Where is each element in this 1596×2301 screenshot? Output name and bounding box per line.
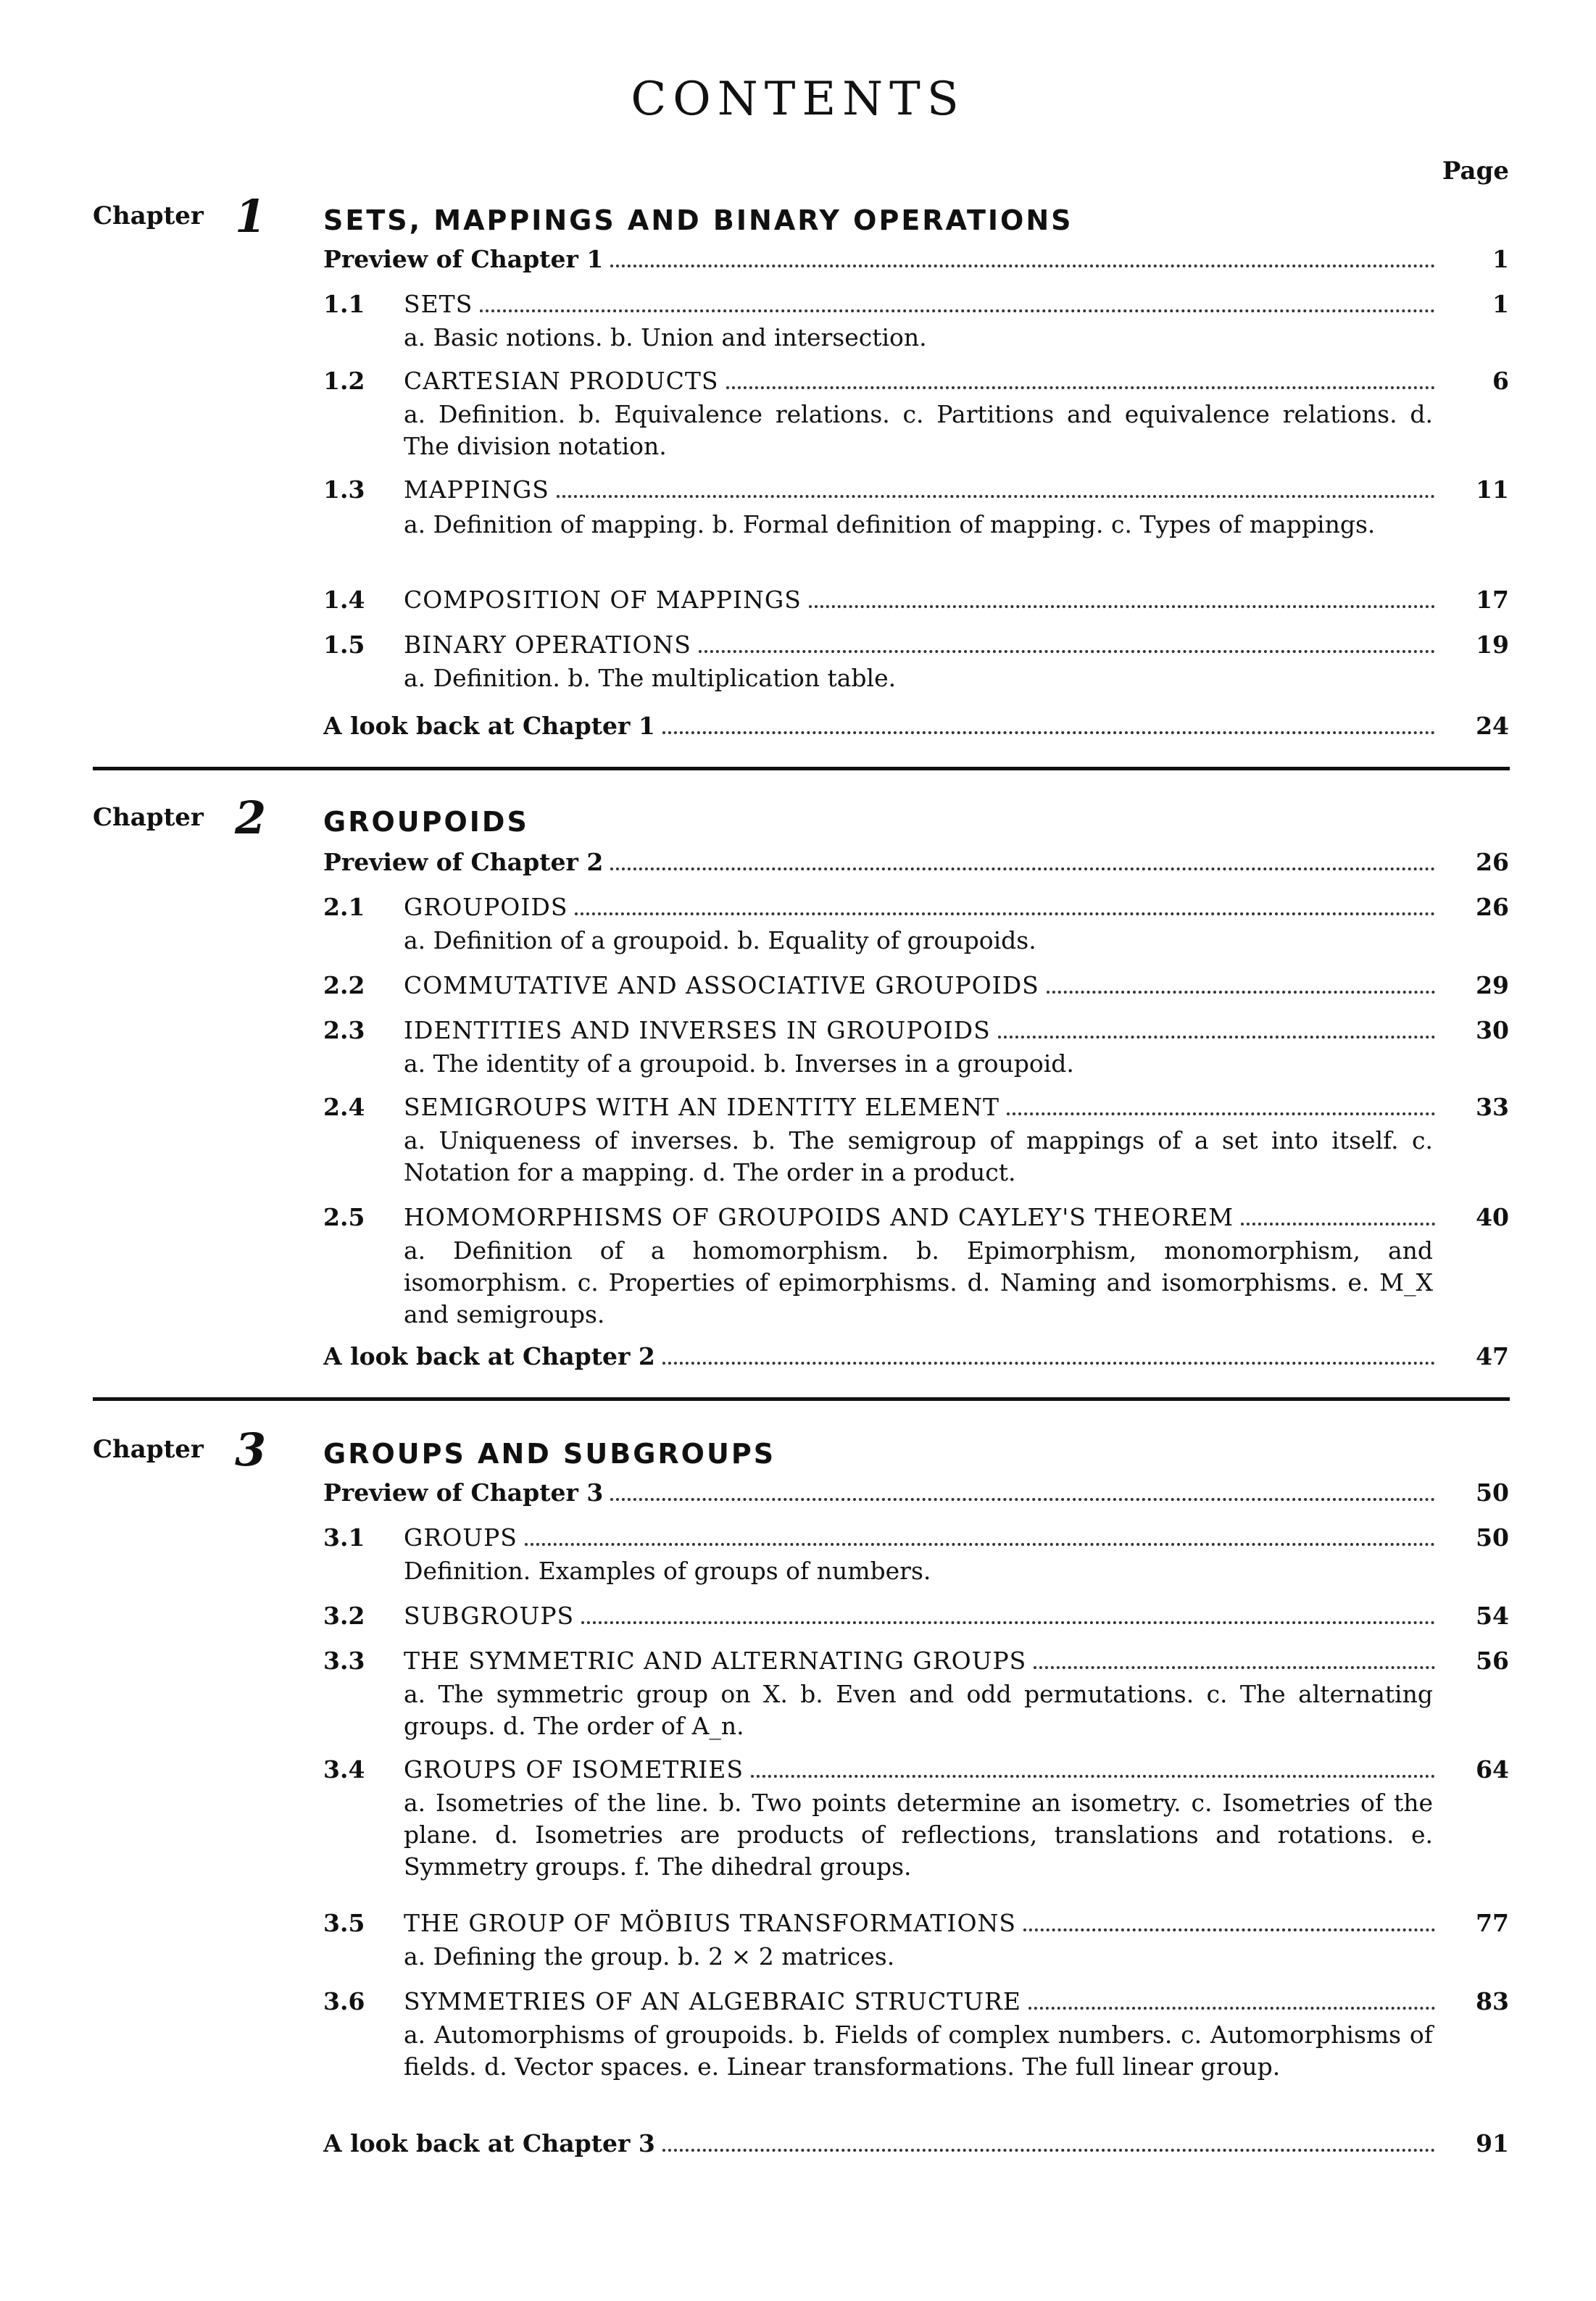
section-number: 3.3 xyxy=(323,1647,365,1675)
entry-label: A look back at Chapter 2 xyxy=(323,1342,655,1370)
chapter-number: 2 xyxy=(235,791,267,844)
section-number: 3.6 xyxy=(323,1987,365,2015)
page-number: 24 xyxy=(1476,712,1509,740)
section-number: 1.2 xyxy=(323,367,365,395)
section-title: THE GROUP OF MÖBIUS TRANSFORMATIONS xyxy=(404,1909,1016,1937)
page-number: 1 xyxy=(1492,245,1509,273)
section-title: HOMOMORPHISMS OF GROUPOIDS AND CAYLEY'S THEOREM xyxy=(404,1203,1234,1231)
section-title: SEMIGROUPS WITH AN IDENTITY ELEMENT xyxy=(404,1093,999,1121)
section-title: GROUPOIDS xyxy=(404,893,568,921)
section-title: THE SYMMETRIC AND ALTERNATING GROUPS xyxy=(404,1647,1027,1675)
section-subtopics: a. Uniqueness of inverses. b. The semigroup of mappings of a set into itself. c. Notation for a mapping. d. The order in a product. xyxy=(404,1126,1433,1186)
section-number: 3.5 xyxy=(323,1909,365,1937)
section-title: COMMUTATIVE AND ASSOCIATIVE GROUPOIDS xyxy=(404,971,1039,999)
section-subtopics: a. Definition of mapping. b. Formal definition of mapping. c. Types of mappings. xyxy=(404,510,1376,538)
page-number: 17 xyxy=(1476,586,1509,614)
section-number: 1.1 xyxy=(323,290,365,318)
section-number: 2.4 xyxy=(323,1093,365,1121)
section-number: 3.4 xyxy=(323,1755,365,1784)
section-subtopics: a. Automorphisms of groupoids. b. Fields of complex numbers. c. Automorphisms of fields. d. Vector spaces. e. Linear transformations. The full linear group. xyxy=(404,2021,1433,2081)
page-number: 77 xyxy=(1476,1909,1509,1937)
section-title: IDENTITIES AND INVERSES IN GROUPOIDS xyxy=(404,1016,991,1044)
page-number: 26 xyxy=(1476,848,1509,876)
section-number: 2.2 xyxy=(323,971,365,999)
page-number: 11 xyxy=(1476,475,1509,504)
page-title: CONTENTS xyxy=(631,72,965,126)
section-number: 2.1 xyxy=(323,893,365,921)
chapter-title[interactable]: SETS, MAPPINGS AND BINARY OPERATIONS xyxy=(323,204,1073,236)
page-number: 50 xyxy=(1476,1523,1509,1552)
chapter-divider xyxy=(93,1397,1510,1401)
page-number: 19 xyxy=(1476,631,1509,659)
section-title: SETS xyxy=(404,290,473,318)
page-number: 83 xyxy=(1476,1987,1509,2015)
chapter-divider xyxy=(93,767,1510,770)
section-title: SUBGROUPS xyxy=(404,1602,575,1630)
section-number: 1.4 xyxy=(323,586,365,614)
page-number: 64 xyxy=(1476,1755,1509,1784)
page-number: 47 xyxy=(1476,1342,1509,1370)
chapter-number: 3 xyxy=(235,1423,267,1476)
section-number: 1.3 xyxy=(323,475,365,504)
page-number: 6 xyxy=(1492,367,1509,395)
page-number: 29 xyxy=(1476,971,1509,999)
section-title: MAPPINGS xyxy=(404,475,549,504)
page-number: 1 xyxy=(1492,290,1509,318)
section-subtopics: a. Definition of a homomorphism. b. Epimorphism, monomorphism, and isomorphism. c. Properties of epimorphisms. d. Naming and isomorphisms. e. M_X and semigroups. xyxy=(404,1236,1433,1328)
chapter-label: Chapter xyxy=(93,803,204,832)
page-number: 26 xyxy=(1476,893,1509,921)
section-subtopics: a. The symmetric group on X. b. Even and odd permutations. c. The alternating groups. d. The order of A_n. xyxy=(404,1680,1433,1740)
entry-label: Preview of Chapter 1 xyxy=(323,245,604,273)
section-title: GROUPS xyxy=(404,1523,518,1552)
section-subtopics: a. Basic notions. b. Union and intersection. xyxy=(404,323,927,351)
section-number: 3.2 xyxy=(323,1602,365,1630)
page-number: 30 xyxy=(1476,1016,1509,1044)
section-subtopics: a. The identity of a groupoid. b. Inverses in a groupoid. xyxy=(404,1049,1074,1078)
page-number: 54 xyxy=(1476,1602,1509,1630)
section-subtopics: a. Definition. b. The multiplication table. xyxy=(404,664,897,692)
chapter-label: Chapter xyxy=(93,201,204,230)
page-number: 33 xyxy=(1476,1093,1509,1121)
page-number: 40 xyxy=(1476,1203,1509,1231)
section-title: CARTESIAN PRODUCTS xyxy=(404,367,719,395)
section-title: COMPOSITION OF MAPPINGS xyxy=(404,586,802,614)
section-title: SYMMETRIES OF AN ALGEBRAIC STRUCTURE xyxy=(404,1987,1021,2015)
section-number: 2.5 xyxy=(323,1203,365,1231)
section-subtopics: Definition. Examples of groups of numbers. xyxy=(404,1557,931,1585)
entry-label: A look back at Chapter 3 xyxy=(323,2129,655,2158)
section-subtopics: a. Isometries of the line. b. Two points determine an isometry. c. Isometries of the plane. d. Isometries are products of reflections, translations and rotations. e. Symmetry groups. f. The dihedral groups. xyxy=(404,1789,1433,1881)
entry-label: A look back at Chapter 1 xyxy=(323,712,655,740)
page-number: 91 xyxy=(1476,2129,1509,2158)
section-subtopics: a. Definition of a groupoid. b. Equality of groupoids. xyxy=(404,926,1036,954)
section-subtopics: a. Defining the group. b. 2 × 2 matrices. xyxy=(404,1942,895,1971)
entry-label: Preview of Chapter 3 xyxy=(323,1478,604,1507)
section-number: 2.3 xyxy=(323,1016,365,1044)
section-number: 3.1 xyxy=(323,1523,365,1552)
entry-label: Preview of Chapter 2 xyxy=(323,848,604,876)
chapter-label: Chapter xyxy=(93,1435,204,1464)
section-number: 1.5 xyxy=(323,631,365,659)
section-subtopics: a. Definition. b. Equivalence relations. c. Partitions and equivalence relations. d. The division notation. xyxy=(404,400,1433,460)
chapter-title[interactable]: GROUPOIDS xyxy=(323,806,529,838)
section-title: BINARY OPERATIONS xyxy=(404,631,691,659)
chapter-number: 1 xyxy=(235,190,267,243)
page-column-label: Page xyxy=(1442,157,1509,186)
section-title: GROUPS OF ISOMETRIES xyxy=(404,1755,744,1784)
page-number: 56 xyxy=(1476,1647,1509,1675)
chapter-title[interactable]: GROUPS AND SUBGROUPS xyxy=(323,1438,776,1470)
page-number: 50 xyxy=(1476,1478,1509,1507)
